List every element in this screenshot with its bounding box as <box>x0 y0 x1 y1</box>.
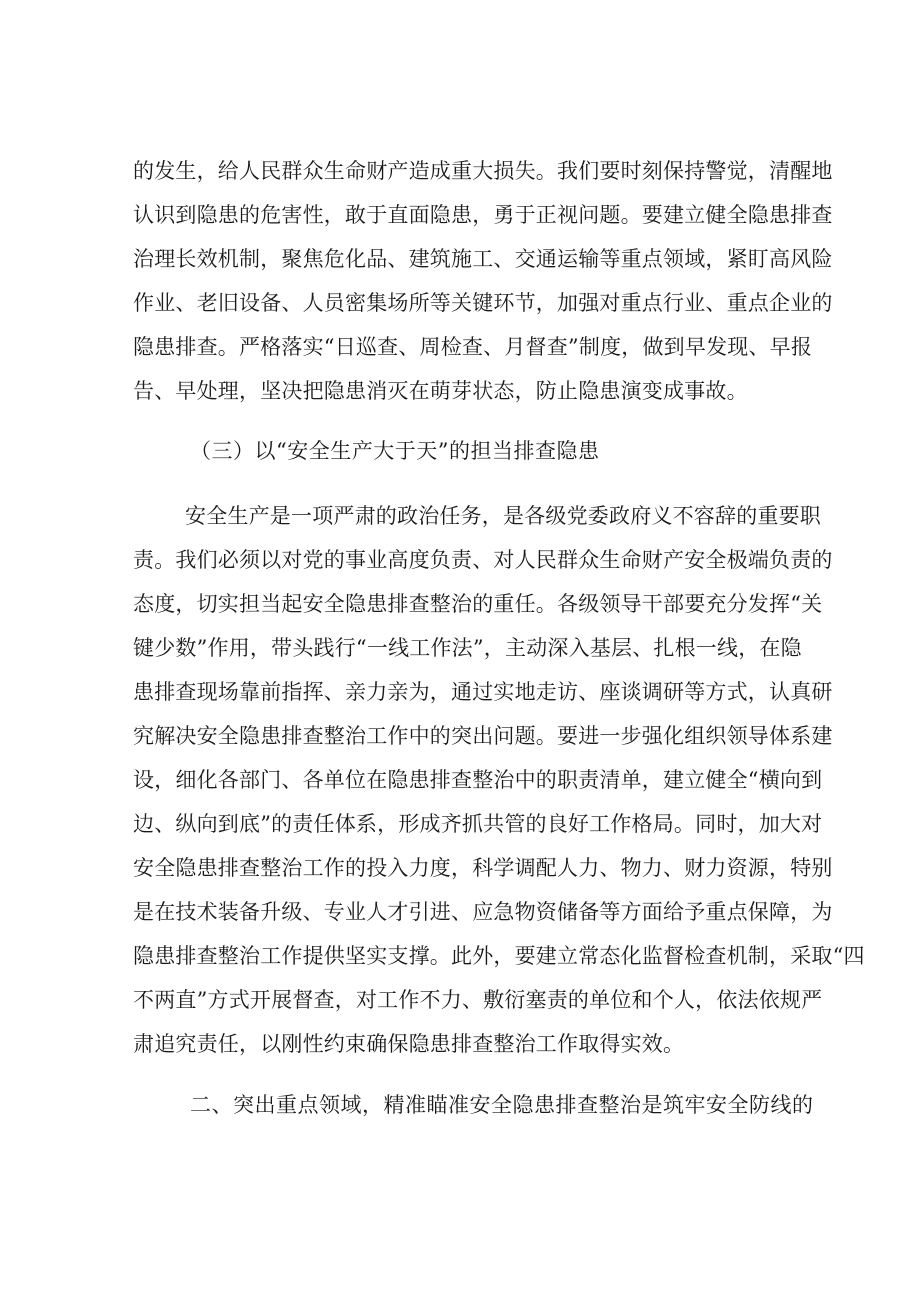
paragraph-line: 认识到隐患的危害性，敢于直面隐患，勇于正视问题。要建立健全隐患排查 <box>133 203 833 227</box>
paragraph-line: 隐患排查整治工作提供坚实支撑。此外，要建立常态化监督检查机制，采取“四 <box>133 944 865 968</box>
paragraph-line: 态度，切实担当起安全隐患排查整治的重任。各级领导干部要充分发挥“关 <box>133 592 823 616</box>
paragraph-line: 设，细化各部门、各单位在隐患排查整治中的职责清单，建立健全“横向到 <box>133 768 823 792</box>
paragraph-line: 安全生产是一项严肃的政治任务，是各级党委政府义不容辞的重要职 <box>185 504 821 528</box>
paragraph-line: 键少数”作用，带头践行“一线工作法”，主动深入基层、扎根一线，在隐 <box>133 636 802 660</box>
paragraph-line: 隐患排查。严格落实“日巡查、周检查、月督查”制度，做到早发现、早报 <box>133 335 813 359</box>
paragraph-line: 究解决安全隐患排查整治工作中的突出问题。要进一步强化组织领导体系建 <box>133 724 833 748</box>
paragraph-line: 的发生，给人民群众生命财产造成重大损失。我们要时刻保持警觉，清醒地 <box>133 159 833 183</box>
paragraph-line: 不两直”方式开展督查，对工作不力、敷衍塞责的单位和个人，依法依规严 <box>133 988 823 1012</box>
section-heading: （三）以“安全生产大于天”的担当排查隐患 <box>190 439 600 463</box>
paragraph-line: 边、纵向到底”的责任体系，形成齐抓共管的良好工作格局。同时，加大对 <box>133 812 823 836</box>
section-heading: 二、突出重点领域，精准瞄准安全隐患排查整治是筑牢安全防线的 <box>190 1093 814 1117</box>
paragraph-line: 作业、老旧设备、人员密集场所等关键环节，加强对重点行业、重点企业的 <box>133 291 833 315</box>
paragraph-line: 是在技术装备升级、专业人才引进、应急物资储备等方面给予重点保障，为 <box>133 900 833 924</box>
paragraph-line: 患排查现场靠前指挥、亲力亲为，通过实地走访、座谈调研等方式，认真研 <box>133 680 833 704</box>
paragraph-line: 治理长效机制，聚焦危化品、建筑施工、交通运输等重点领域，紧盯高风险 <box>133 247 833 271</box>
paragraph-line: 肃追究责任，以刚性约束确保隐患排查整治工作取得实效。 <box>133 1032 685 1056</box>
paragraph-line: 责。我们必须以对党的事业高度负责、对人民群众生命财产安全极端负责的 <box>133 548 833 572</box>
paragraph-line: 安全隐患排查整治工作的投入力度，科学调配人力、物力、财力资源，特别 <box>133 856 833 880</box>
paragraph-line: 告、早处理，坚决把隐患消灭在萌芽状态，防止隐患演变成事故。 <box>133 379 748 403</box>
